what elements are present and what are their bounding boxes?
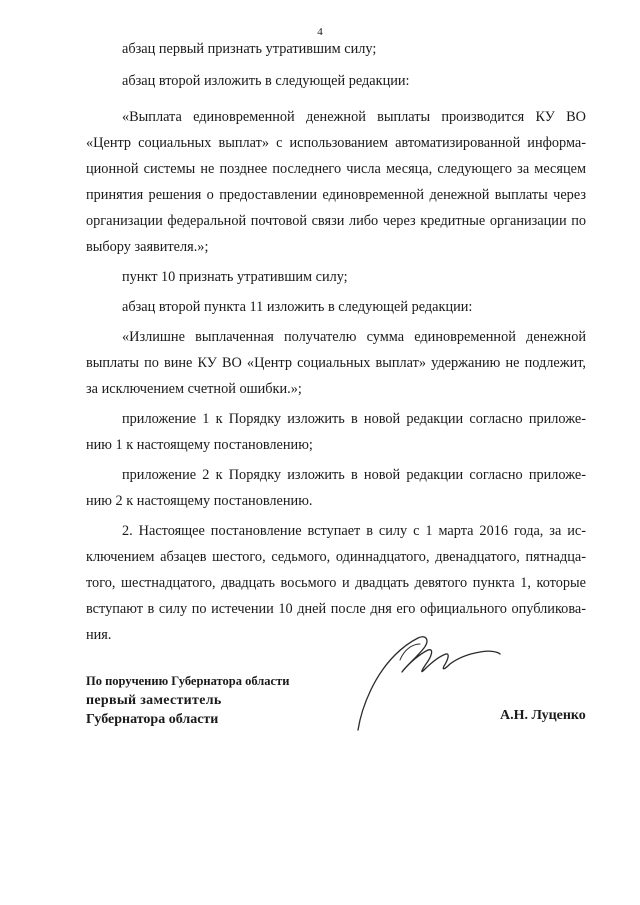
document-body xyxy=(86,36,586,648)
paragraph-1: абзац первый признать утратившим силу; xyxy=(122,41,377,57)
paragraph-4: пункт 10 признать утратившим силу; xyxy=(122,269,348,285)
signature-line-3: Губернатора области xyxy=(86,712,219,727)
paragraph-6-line: выплаты по вине КУ ВО «Центр социальных выплат» удержанию не подлежит, xyxy=(86,355,586,371)
paragraph-7-line: нию 1 к настоящему постановлению; xyxy=(86,437,313,453)
paragraph-6-line: за исключением счетной ошибки.»; xyxy=(86,381,302,397)
paragraph-3-line: организации федеральной почтовой связи либо через кредитные организации по xyxy=(86,213,586,229)
paragraph-5: абзац второй пункта 11 изложить в следующей редакции: xyxy=(122,299,473,315)
paragraph-3 xyxy=(86,104,586,260)
paragraph-7 xyxy=(86,406,586,458)
paragraph-3-line: «Выплата единовременной денежной выплаты производится КУ ВО xyxy=(122,109,586,125)
page-number: 4 xyxy=(317,26,323,38)
paragraph-2: абзац второй изложить в следующей редакции: xyxy=(122,73,410,89)
paragraph-3-line: «Центр социальных выплат» с использованием автоматизированной информа- xyxy=(86,135,586,151)
signature-line-2: первый заместитель xyxy=(86,693,222,708)
paragraph-8-line: нию 2 к настоящему постановлению. xyxy=(86,493,313,509)
paragraph-8 xyxy=(86,462,586,514)
paragraph-9-line: 2. Настоящее постановление вступает в силу с 1 марта 2016 года, за ис- xyxy=(122,523,586,539)
paragraph-3-line: выбору заявителя.»; xyxy=(86,239,209,255)
paragraph-6 xyxy=(86,324,586,402)
paragraph-3-line: принятия решения о предоставлении единовременной денежной выплаты через xyxy=(86,187,586,203)
paragraph-9-line: ключением абзацев шестого, седьмого, одиннадцатого, двенадцатого, пятнадца- xyxy=(86,549,586,565)
paragraph-9 xyxy=(86,518,586,648)
paragraph-7-line: приложение 1 к Порядку изложить в новой редакции согласно приложе- xyxy=(122,411,586,427)
paragraph-6-line: «Излишне выплаченная получателю сумма единовременной денежной xyxy=(122,329,586,345)
signature-line-1: По поручению Губернатора области xyxy=(86,674,290,688)
signature-block xyxy=(86,672,289,729)
paragraph-3-line: ционной системы не позднее последнего числа месяца, следующего за месяцем xyxy=(86,161,586,177)
signer-name: А.Н. Луценко xyxy=(500,708,586,723)
paragraph-9-line: того, шестнадцатого, двадцать восьмого и двадцать девятого пункта 1, которые xyxy=(86,575,586,591)
handwritten-signature xyxy=(340,620,510,740)
paragraph-9-line: ния. xyxy=(86,627,112,643)
paragraph-9-line: вступают в силу по истечении 10 дней после дня его официального опубликова- xyxy=(86,601,586,617)
paragraph-8-line: приложение 2 к Порядку изложить в новой редакции согласно приложе- xyxy=(122,467,586,483)
